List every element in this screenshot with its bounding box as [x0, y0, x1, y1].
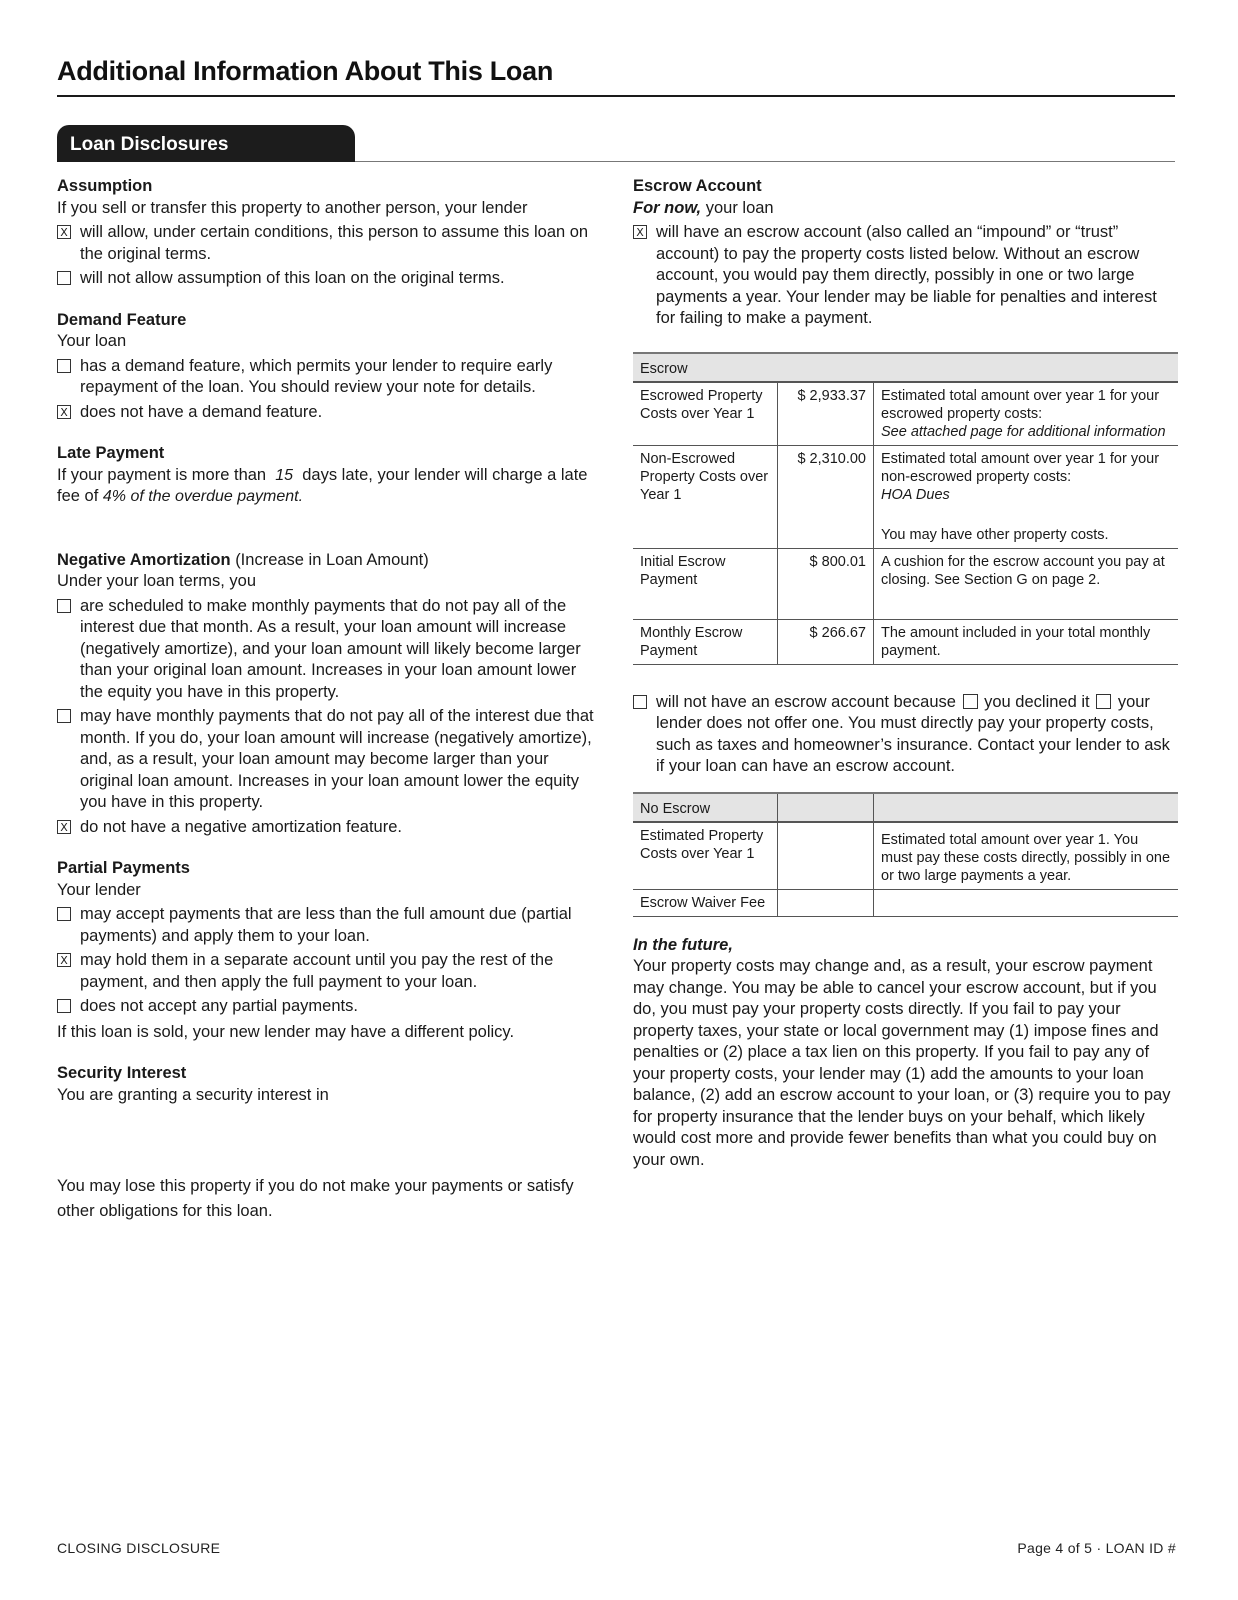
option-text: may accept payments that are less than the full amount due (partial payments) and apply them to your loan. [80, 905, 572, 945]
late-payment-heading: Late Payment [57, 444, 165, 462]
option-text: has a demand feature, which permits your lender to require early repayment of the loan. You should review your note for details. [80, 356, 553, 396]
checkbox-checked-icon[interactable]: X [633, 225, 647, 239]
escrow-option-will-have[interactable] [633, 222, 1178, 330]
negative-amortization-heading: Negative Amortization [57, 550, 231, 569]
table-row [633, 382, 1178, 446]
partial-payments-outro: If this loan is sold, your new lender may have a different policy. [57, 1022, 515, 1041]
table-row [633, 548, 1178, 619]
checkbox-empty-icon[interactable] [57, 709, 71, 723]
demand-feature-heading: Demand Feature [57, 310, 187, 329]
checkbox-declined-icon[interactable] [963, 694, 978, 709]
right-column [633, 176, 1178, 1171]
row-amount: $ 2,310.00 [778, 445, 874, 548]
negative-amortization-section [57, 550, 597, 839]
assumption-intro: If you sell or transfer this property to another person, your lender [57, 198, 528, 217]
title-divider [57, 95, 1175, 97]
future-text: Your property costs may change and, as a result, your escrow payment may change. You may be able to cancel your escrow account, but if you do, you must pay your property costs directly. If you fail to pay your property taxes, your state or local government may (1) impose fines and penalties or (2) place a tax lien on this property. If you fail to pay any of your property costs, your lender may (1) add the amounts to your loan balance, (2) add an escrow account to your loan, or (3) require you to pay for property insurance that the lender buys on your behalf, which likely would cost more and provide fewer benefits than what you could buy on your own. [633, 957, 1171, 1169]
for-now-line [633, 198, 1178, 220]
row-desc-fill: HOA Dues [881, 486, 950, 503]
security-interest-section [57, 1063, 597, 1224]
assumption-section [57, 176, 597, 290]
neg-am-option-scheduled[interactable] [57, 596, 597, 704]
row-amount [778, 822, 874, 890]
partial-payments-intro: Your lender [57, 880, 141, 899]
future-heading: In the future, [633, 935, 733, 954]
for-now-suffix: your loan [705, 198, 774, 217]
checkbox-empty-icon[interactable] [57, 999, 71, 1013]
row-amount: $ 2,933.37 [778, 382, 874, 446]
option-text: does not accept any partial payments. [80, 997, 358, 1015]
negative-amortization-intro: Under your loan terms, you [57, 572, 257, 590]
checkbox-empty-icon[interactable] [57, 271, 71, 285]
neg-am-option-may-have[interactable] [57, 706, 597, 814]
escrow-table-title: Escrow [633, 353, 1178, 382]
row-description [874, 889, 1179, 916]
security-interest-property [57, 1106, 597, 1174]
row-desc-text: Estimated total amount over year 1 for your escrowed property costs: [881, 387, 1160, 422]
row-label: Monthly Escrow Payment [633, 619, 778, 664]
checkbox-checked-icon[interactable]: X [57, 225, 71, 239]
escrow-table [633, 352, 1178, 665]
will-not-have-text-1: will not have an escrow account because [656, 692, 956, 711]
footer-page-info: Page 4 of 5 · LOAN ID # [1017, 1540, 1176, 1556]
partial-payments-section [57, 858, 597, 1043]
negative-amortization-heading-line [57, 550, 597, 572]
left-column [57, 176, 597, 1224]
row-label: Non-Escrowed Property Costs over Year 1 [633, 445, 778, 548]
assumption-heading: Assumption [57, 177, 153, 195]
row-description [874, 445, 1179, 548]
late-payment-section [57, 443, 597, 508]
table-row [633, 445, 1178, 548]
lender-text: your lender does not offer one. You must directly pay your property costs, such as taxes and homeowner’s insurance. Contact your lender to ask if your loan can have an escrow account. [656, 692, 1170, 775]
demand-option-has[interactable] [57, 356, 597, 399]
neg-am-option-do-not-have[interactable] [57, 817, 597, 839]
security-interest-intro: You are granting a security interest in [57, 1085, 329, 1104]
table-row [633, 822, 1178, 890]
section-tab-label: Loan Disclosures [70, 134, 229, 155]
late-payment-text [57, 465, 597, 508]
partial-payments-heading: Partial Payments [57, 859, 190, 877]
demand-feature-section [57, 310, 597, 424]
row-label: Escrowed Property Costs over Year 1 [633, 382, 778, 446]
no-escrow-table [633, 792, 1178, 917]
footer-doc-name: CLOSING DISCLOSURE [57, 1540, 221, 1556]
option-text: do not have a negative amortization feature. [80, 817, 402, 836]
option-text: may have monthly payments that do not pay all of the interest due that month. If you do, your loan amount will increase (negatively amortize), and, as a result, your loan amount may become larger than your original loan amount. Increases in your loan amount lower the equity you have in this property. [80, 707, 594, 811]
table-row [633, 619, 1178, 664]
checkbox-empty-icon[interactable] [633, 695, 647, 709]
row-note: You may have other property costs. [881, 526, 1109, 543]
negative-amortization-heading-suffix: (Increase in Loan Amount) [235, 550, 429, 569]
checkbox-checked-icon[interactable]: X [57, 820, 71, 834]
escrow-account-heading: Escrow Account [633, 177, 762, 195]
table-row [633, 889, 1178, 916]
option-text: are scheduled to make monthly payments that do not pay all of the interest due that month. As a result, your loan amount will increase (negatively amortize), and your loan amount will likely become larger than your original loan amount. Increases in your loan amount lower the equity you have in this property. [80, 596, 581, 701]
row-amount: $ 266.67 [778, 619, 874, 664]
security-interest-outro: You may lose this property if you do not make your payments or satisfy other obligations for this loan. [57, 1177, 574, 1220]
checkbox-empty-icon[interactable] [57, 907, 71, 921]
page-title: Additional Information About This Loan [57, 56, 554, 86]
header-cell-empty [778, 793, 874, 822]
row-amount: $ 800.01 [778, 548, 874, 619]
row-label: Initial Escrow Payment [633, 548, 778, 619]
assumption-option-will-not-allow[interactable] [57, 268, 597, 290]
no-escrow-table-title: No Escrow [633, 793, 778, 822]
no-escrow-table-header [633, 793, 1178, 822]
section-divider [355, 161, 1175, 162]
late-payment-text-2: days late, your lender will charge a late fee of [57, 465, 588, 505]
row-desc-text: Estimated total amount over year 1 for your non-escrowed property costs: [881, 450, 1160, 485]
late-payment-text-1: If your payment is more than [57, 465, 267, 484]
checkbox-lender-icon[interactable] [1096, 694, 1111, 709]
row-description: Estimated total amount over year 1. You must pay these costs directly, possibly in one or two large payments a year. [874, 822, 1179, 890]
row-description [874, 382, 1179, 446]
checkbox-checked-icon[interactable]: X [57, 405, 71, 419]
row-label: Escrow Waiver Fee [633, 889, 778, 916]
row-amount [778, 889, 874, 916]
partial-option-may-hold[interactable] [57, 950, 597, 993]
assumption-option-will-allow[interactable] [57, 222, 597, 265]
security-interest-heading: Security Interest [57, 1064, 187, 1082]
escrow-table-header [633, 353, 1178, 382]
option-text: will allow, under certain conditions, this person to assume this loan on the original terms. [80, 223, 589, 263]
row-label: Estimated Property Costs over Year 1 [633, 822, 778, 890]
partial-option-does-not-accept[interactable] [57, 996, 597, 1018]
declined-text: you declined it [984, 692, 1090, 711]
demand-option-does-not-have[interactable] [57, 402, 597, 424]
row-description: The amount included in your total monthly payment. [874, 619, 1179, 664]
checkbox-empty-icon[interactable] [57, 599, 71, 613]
row-desc-fill: See attached page for additional information [881, 423, 1166, 440]
header-cell-empty [874, 793, 1179, 822]
row-description: A cushion for the escrow account you pay at closing. See Section G on page 2. [874, 548, 1179, 619]
option-text: may hold them in a separate account until you pay the rest of the payment, and then apply the full payment to your loan. [80, 951, 554, 991]
option-text: will not allow assumption of this loan on the original terms. [80, 269, 505, 287]
demand-feature-intro: Your loan [57, 332, 127, 350]
section-tab-loan-disclosures [57, 125, 355, 162]
partial-option-may-accept[interactable] [57, 904, 597, 947]
option-text: does not have a demand feature. [80, 402, 323, 421]
for-now-label: For now, [633, 198, 702, 217]
escrow-option-will-not-have[interactable] [633, 692, 1178, 778]
checkbox-checked-icon[interactable]: X [57, 953, 71, 967]
checkbox-empty-icon[interactable] [57, 359, 71, 373]
late-days-value: 15 [275, 466, 294, 484]
late-fee-value: 4% of the overdue payment. [102, 488, 304, 505]
option-text: will have an escrow account (also called an “impound” or “trust” account) to pay the property costs listed below. Without an escrow account, you would pay them directly, possibly in one or two large payments a year. Your lender may be liable for penalties and interest for failing to make a payment. [656, 223, 1157, 327]
